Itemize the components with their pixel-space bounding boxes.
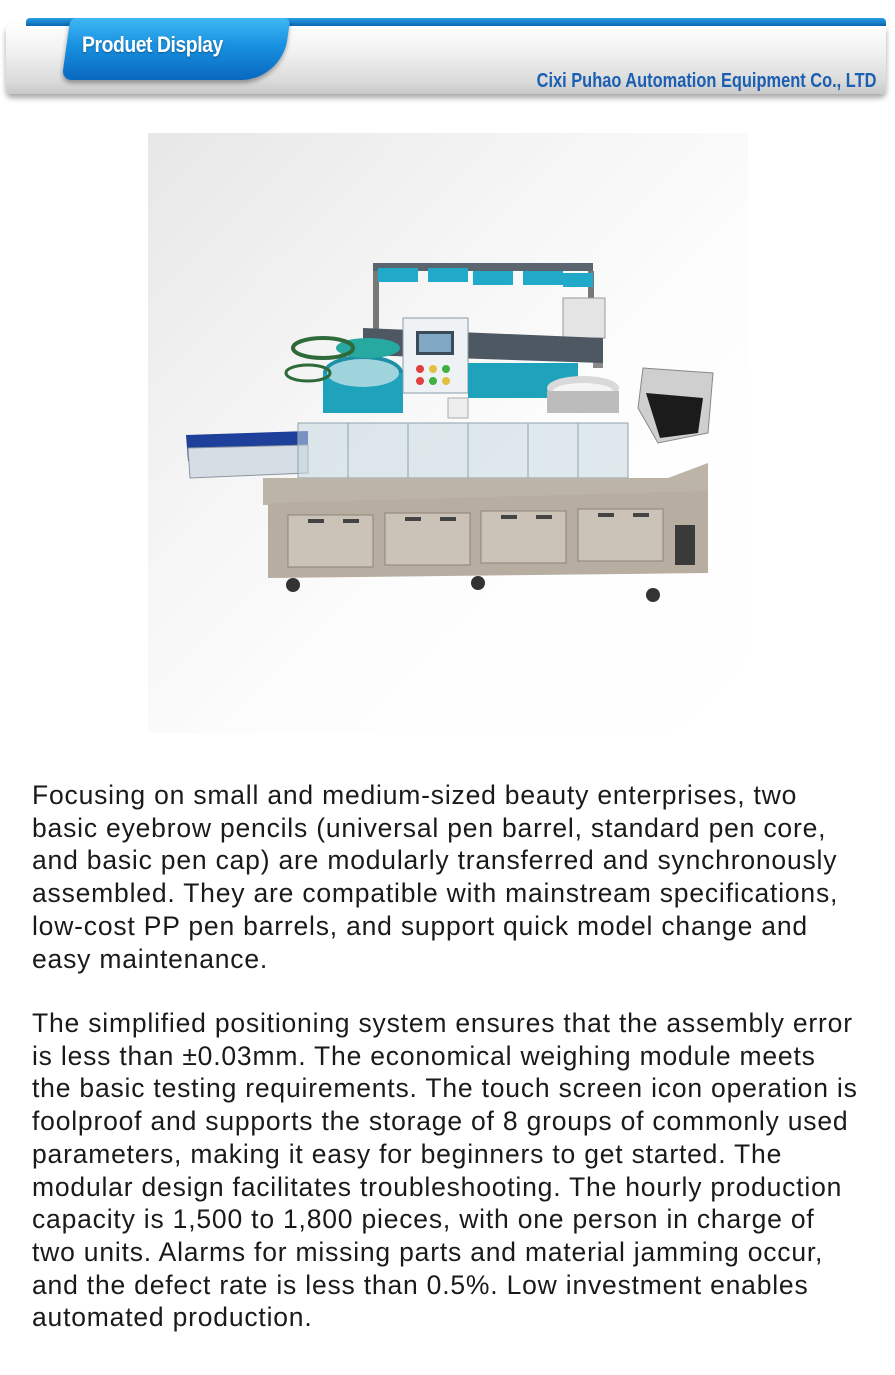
description-paragraph-2: The simplified positioning system ensures that the assembly error is less than ±0.03mm. The economical weighing module meets the basic testing requirements. The touch screen icon operation is foolproof and supports the storage of 8 groups of commonly used parameters, making it easy for beginners to get started. The modular design facilitates troubleshooting. The hourly production capacity is 1,500 to 1,800 pieces, with one person in charge of two units. Alarms for missing parts and material jamming occur, and the defect rate is less than 0.5%. Low investment enables automated production. bbox=[32, 1008, 858, 1333]
section-tab-label: Produet Display bbox=[82, 32, 223, 57]
product-photo bbox=[148, 133, 748, 733]
header-banner bbox=[6, 18, 886, 96]
company-name: Cixi Puhao Automation Equipment Co., LTD bbox=[536, 70, 876, 92]
description-paragraph-1: Focusing on small and medium-sized beauty enterprises, two basic eyebrow pencils (universal pen barrel, standard pen core, and basic pen cap) are modularly transferred and synchronously assembled. They are compatible with mainstream specifications, low-cost PP pen barrels, and support quick model change and easy maintenance. bbox=[32, 780, 839, 974]
eyebrow-pencil-assembly-machine-image bbox=[148, 133, 748, 733]
